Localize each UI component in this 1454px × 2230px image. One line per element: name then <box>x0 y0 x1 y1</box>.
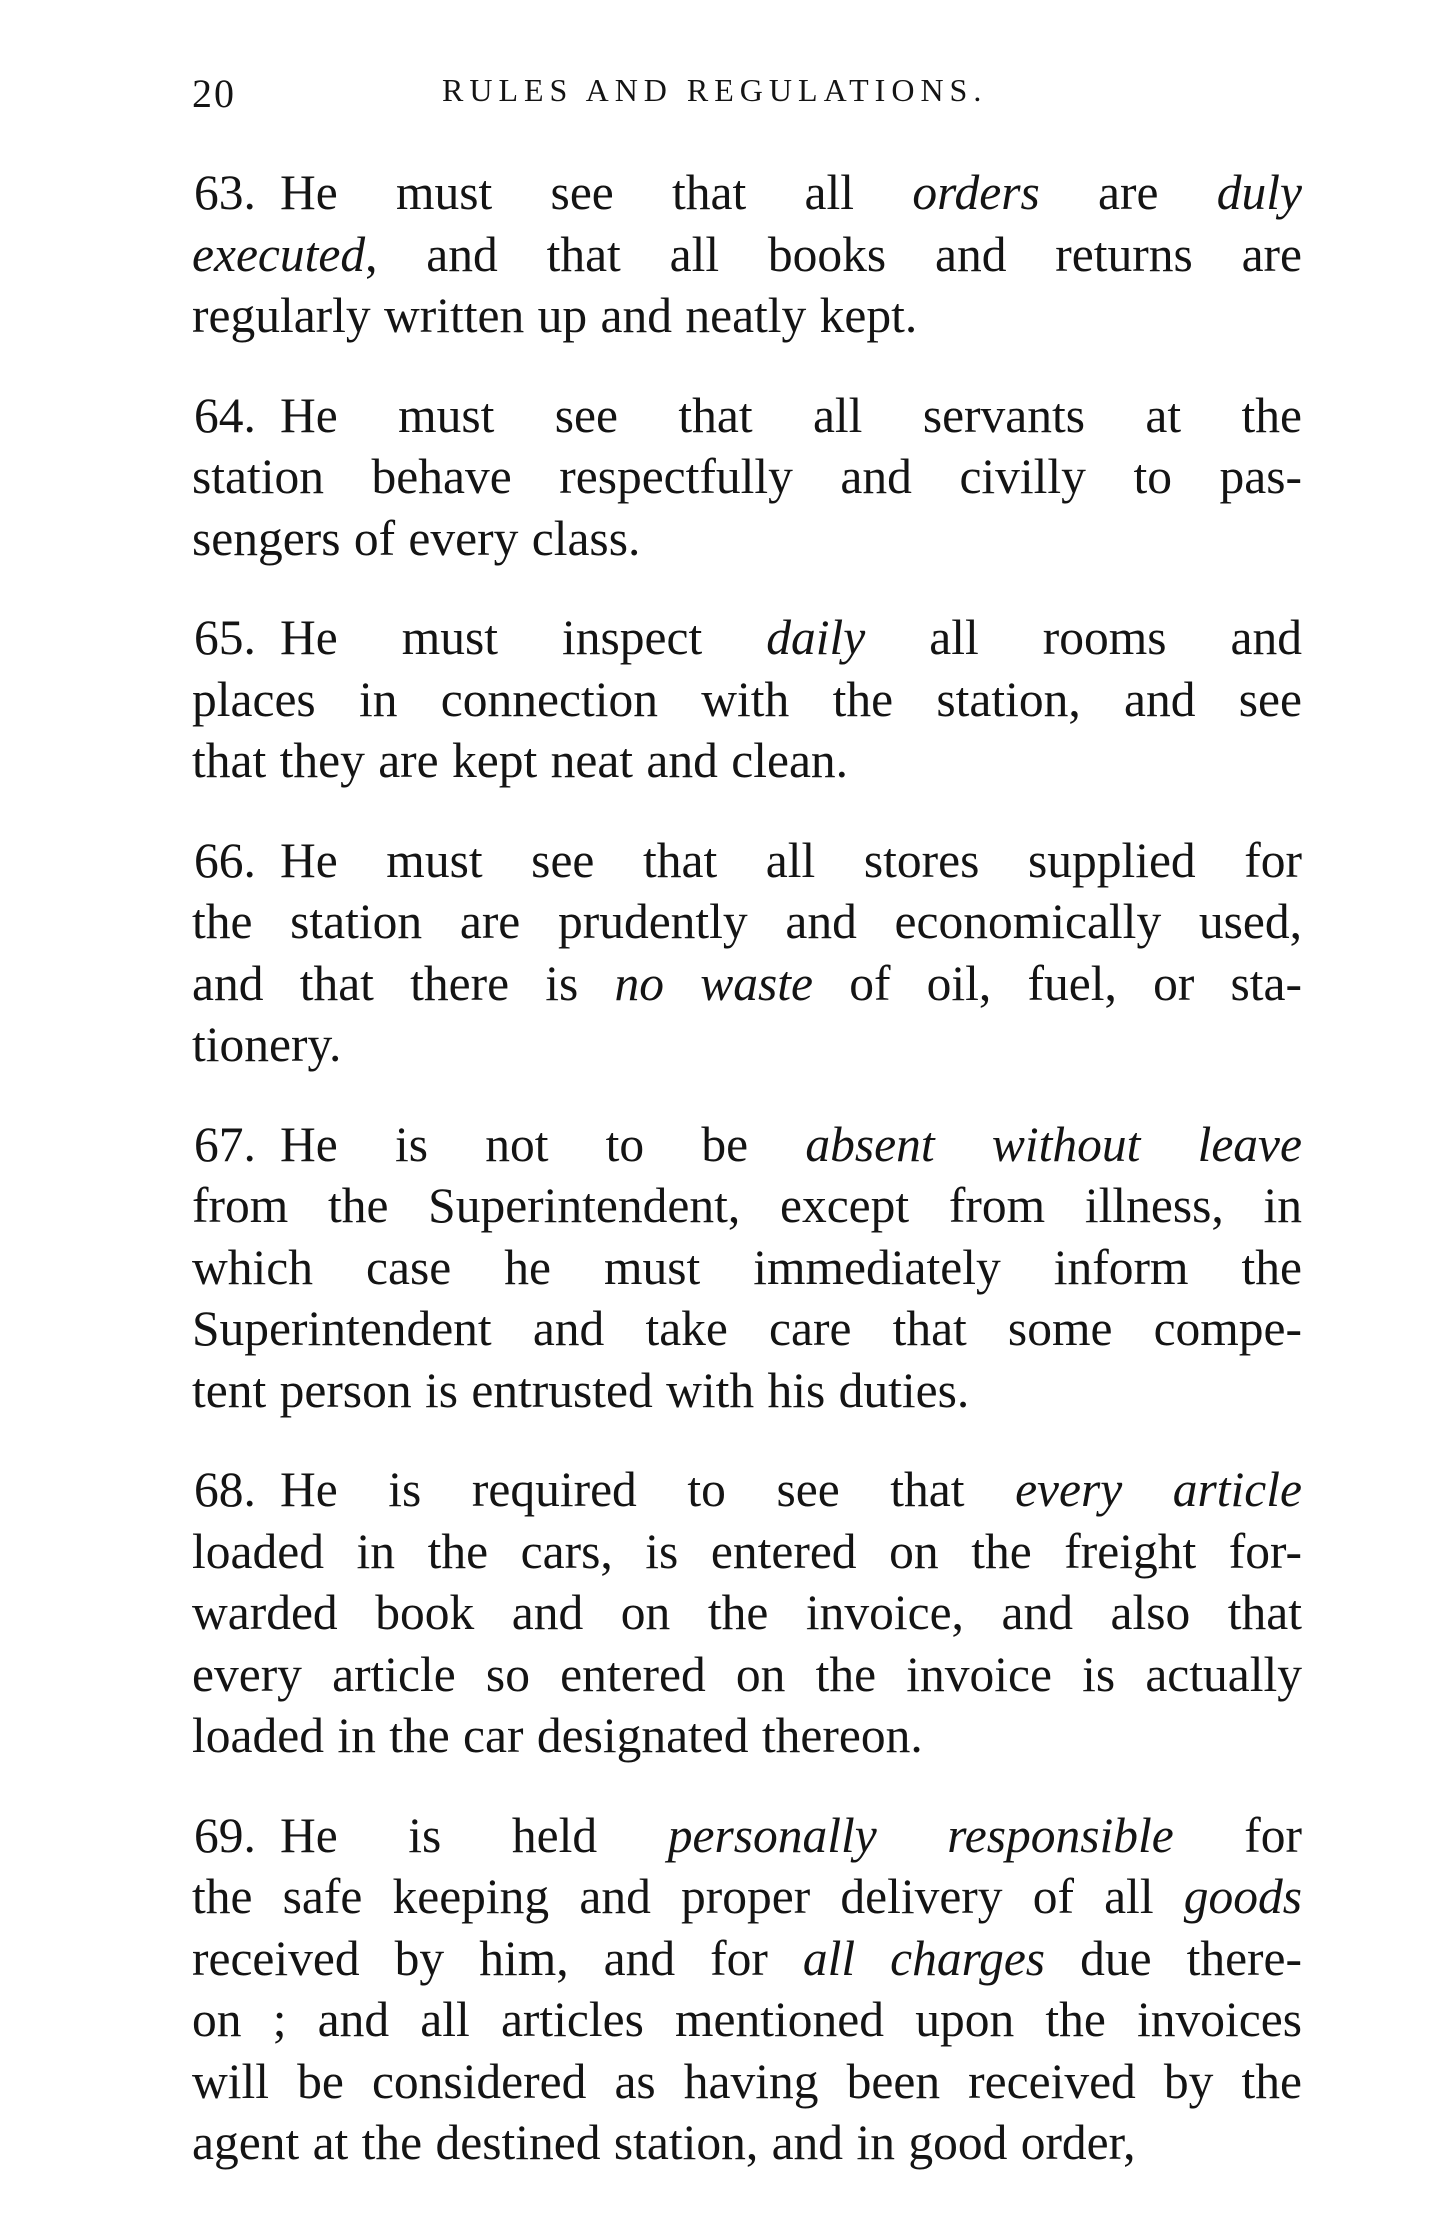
rule-number: 63. <box>194 165 256 220</box>
rule-number: 64. <box>194 387 256 443</box>
rule-text: He must inspect <box>280 610 767 665</box>
rule-text: He must see that all servants at the <box>280 387 1302 443</box>
rule-line <box>192 508 1302 570</box>
rule-text: Superintendent and take care that some compe- <box>192 1301 1302 1356</box>
rule-line <box>192 891 1302 953</box>
rule-line <box>192 1298 1302 1360</box>
rule-line <box>192 1114 1302 1176</box>
rules-list <box>192 162 1302 2174</box>
rule-text: He is held <box>280 1807 668 1863</box>
rule-line <box>192 1866 1302 1928</box>
rule-text: He is required to see that <box>280 1462 1016 1517</box>
rule-text: He must see that all stores supplied for <box>280 832 1302 888</box>
rule-text: sengers of every class. <box>192 510 641 566</box>
rule-text: all rooms and <box>865 610 1303 665</box>
rule-line <box>192 830 1302 892</box>
rule-emphasis: all charges <box>802 1930 1046 1986</box>
rule-text: places in connection with the station, and see <box>192 671 1302 727</box>
rule-emphasis: executed <box>192 226 366 282</box>
rule-number: 69. <box>194 1807 256 1863</box>
rule-emphasis: orders <box>912 165 1040 220</box>
rule-number: 66. <box>194 832 256 888</box>
rule-line <box>192 1705 1302 1767</box>
rule-text: that they are kept neat and clean. <box>192 733 849 788</box>
rule-text: for <box>1173 1807 1303 1863</box>
rule-line <box>192 1014 1302 1076</box>
rule-text: warded book and on the invoice, and also that <box>192 1585 1302 1640</box>
rule-line <box>192 1582 1302 1644</box>
rule-paragraph <box>192 1459 1302 1767</box>
page-number: 20 <box>192 71 236 116</box>
rule-line <box>192 1459 1302 1521</box>
rule-line <box>192 1805 1302 1867</box>
rule-emphasis: daily <box>766 610 866 665</box>
rule-emphasis: duly <box>1216 165 1302 220</box>
rule-text: tent person is entrusted with his duties. <box>192 1362 970 1418</box>
rule-line <box>192 953 1302 1015</box>
rule-paragraph <box>192 385 1302 570</box>
running-title: RULES AND REGULATIONS. <box>442 72 988 108</box>
rule-text: and that there is <box>192 955 615 1011</box>
rule-text: which case he must immediately inform the <box>192 1239 1302 1295</box>
rule-number: 65. <box>194 610 256 665</box>
rule-line <box>192 1521 1302 1583</box>
rule-text: on ; and all articles mentioned upon the invoices <box>192 1992 1302 2047</box>
rule-text: the station are prudently and economically used, <box>192 894 1302 949</box>
rule-text: due there- <box>1045 1930 1302 1986</box>
rule-emphasis: no waste <box>614 955 813 1011</box>
rule-text: the safe keeping and proper delivery of all <box>192 1869 1184 1924</box>
rule-emphasis: every article <box>1015 1462 1303 1517</box>
rule-line <box>192 446 1302 508</box>
rule-paragraph <box>192 1805 1302 2174</box>
rule-emphasis: personally responsible <box>667 1807 1174 1863</box>
rule-text: , and that all books and returns are <box>365 226 1302 282</box>
rule-text: will be considered as having been received by the <box>192 2053 1302 2109</box>
rule-line <box>192 730 1302 792</box>
running-head <box>192 60 1302 120</box>
rule-paragraph <box>192 1114 1302 1422</box>
rule-text: agent at the destined station, and in good order, <box>192 2115 1136 2170</box>
rule-line <box>192 2051 1302 2113</box>
rule-text: He is not to be <box>280 1116 806 1172</box>
rule-text: from the Superintendent, except from illness, in <box>192 1178 1302 1233</box>
rule-emphasis: absent without leave <box>805 1116 1302 1172</box>
rule-text: loaded in the car designated thereon. <box>192 1708 923 1763</box>
book-page <box>192 60 1302 2212</box>
rule-text: loaded in the cars, is entered on the freight for- <box>192 1523 1302 1579</box>
rule-paragraph <box>192 607 1302 792</box>
rule-line <box>192 1644 1302 1706</box>
rule-line <box>192 1928 1302 1990</box>
rule-text: He must see that all <box>280 165 913 220</box>
rule-line <box>192 669 1302 731</box>
rule-line <box>192 1175 1302 1237</box>
rule-line <box>192 1989 1302 2051</box>
rule-text: received by him, and for <box>192 1930 803 1986</box>
rule-text: tionery. <box>192 1017 342 1072</box>
rule-line <box>192 162 1302 224</box>
rule-emphasis: goods <box>1183 1869 1302 1924</box>
rule-line <box>192 385 1302 447</box>
rule-text: regularly written up and neatly kept. <box>192 288 918 343</box>
rule-text: station behave respectfully and civilly to pas- <box>192 449 1302 504</box>
rule-paragraph <box>192 830 1302 1076</box>
rule-line <box>192 224 1302 286</box>
rule-number: 67. <box>194 1116 256 1172</box>
rule-line <box>192 607 1302 669</box>
rule-number: 68. <box>194 1462 256 1517</box>
rule-paragraph <box>192 162 1302 347</box>
rule-text: of oil, fuel, or sta- <box>813 955 1302 1011</box>
rule-line <box>192 2112 1302 2174</box>
rule-line <box>192 1360 1302 1422</box>
rule-text: every article so entered on the invoice is actually <box>192 1646 1302 1702</box>
rule-text: are <box>1039 165 1217 220</box>
rule-line <box>192 1237 1302 1299</box>
rule-line <box>192 285 1302 347</box>
